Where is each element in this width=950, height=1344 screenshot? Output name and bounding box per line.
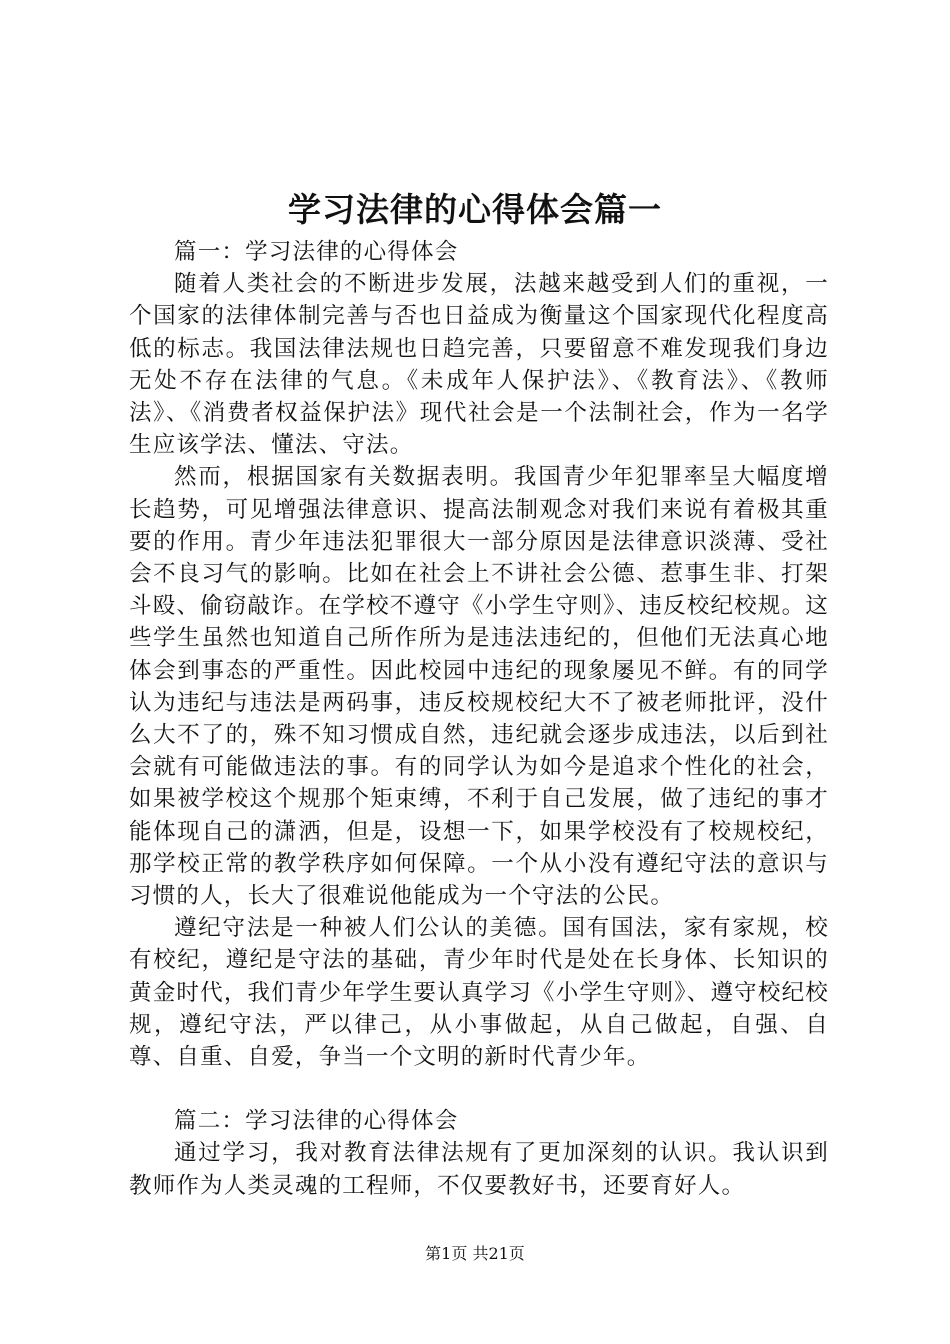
document-title: 学习法律的心得体会篇一 [288, 190, 662, 229]
section-heading: 篇一：学习法律的心得体会 [174, 239, 459, 265]
body-paragraph: 遵纪守法是一种被人们公认的美德。国有国法，家有家规，校有校纪，遵纪是守法的基础，青少年时代是处在长身体、长知识的黄金时代，我们青少年学生要认真学习《小学生守则》、遵守校纪校规，遵纪守法，严以律己，从小事做起，从自己做起，自强、自尊、自重、自爱，争当一个文明的新时代青少年。 [129, 915, 829, 1071]
body-paragraph: 然而，根据国家有关数据表明。我国青少年犯罪率呈大幅度增长趋势，可见增强法律意识、提高法制观念对我们来说有着极其重要的作用。青少年违法犯罪很大一部分原因是法律意识淡薄、受社会不良习气的影响。比如在社会上不讲社会公德、惹事生非、打架斗殴、偷窃敲诈。在学校不遵守《小学生守则》、违反校纪校规。这些学生虽然也知道自己所作所为是违法违纪的，但他们无法真心地体会到事态的严重性。因此校园中违纪的现象屡见不鲜。有的同学认为违纪与违法是两码事，违反校规校纪大不了被老师批评，没什么大不了的，殊不知习惯成自然，违纪就会逐步成违法，以后到社会就有可能做违法的事。有的同学认为如今是追求个性化的社会，如果被学校这个规那个矩束缚，不利于自己发展，做了违纪的事才能体现自己的潇洒，但是，设想一下，如果学校没有了校规校纪，那学校正常的教学秩序如何保障。一个从小没有遵纪守法的意识与习惯的人，长大了很难说他能成为一个守法的公民。 [129, 464, 829, 910]
section-heading: 篇二：学习法律的心得体会 [174, 1108, 459, 1135]
body-paragraph: 随着人类社会的不断进步发展，法越来越受到人们的重视，一个国家的法律体制完善与否也日益成为衡量这个国家现代化程度高低的标志。我国法律法规也日趋完善，只要留意不难发现我们身边无处不存在法律的气息。《未成年人保护法》、《教育法》、《教师法》、《消费者权益保护法》现代社会是一个法制社会，作为一名学生应该学法、懂法、守法。 [129, 271, 829, 459]
page-footer: 第1页 共21页 [425, 1244, 525, 1263]
body-paragraph: 通过学习，我对教育法律法规有了更加深刻的认识。我认识到教师作为人类灵魂的工程师，不仅要教好书，还要育好人。 [129, 1140, 829, 1199]
document-body [129, 236, 829, 1202]
section-spacer [129, 1073, 829, 1105]
